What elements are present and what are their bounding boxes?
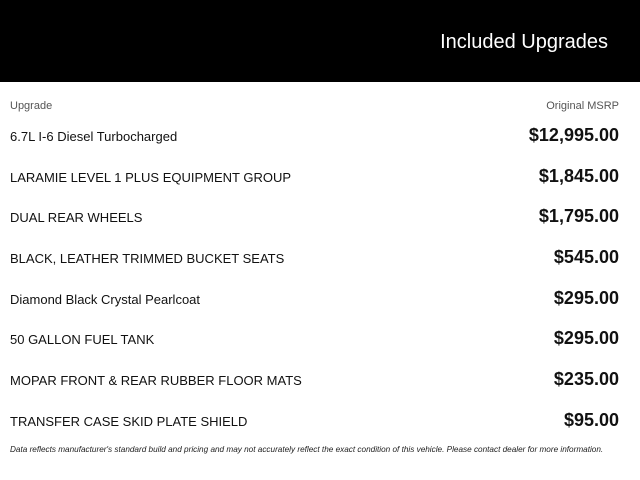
table-row (0, 359, 640, 400)
upgrade-name: TRANSFER CASE SKID PLATE SHIELD (10, 413, 248, 429)
upgrade-name: DUAL REAR WHEELS (10, 210, 143, 226)
column-header-msrp: Original MSRP (546, 100, 619, 112)
upgrade-name: MOPAR FRONT & REAR RUBBER FLOOR MATS (10, 373, 302, 389)
upgrade-price: $295.00 (553, 287, 619, 308)
upgrade-price: $295.00 (553, 328, 619, 349)
upgrade-price: $545.00 (553, 247, 619, 268)
table-row (0, 196, 640, 237)
upgrade-name: 6.7L I-6 Diesel Turbocharged (10, 129, 178, 144)
table-row (0, 278, 640, 319)
upgrade-price: $235.00 (553, 369, 619, 390)
page-title: Included Upgrades (440, 31, 608, 53)
upgrade-price: $95.00 (563, 409, 619, 430)
upgrade-name: BLACK, LEATHER TRIMMED BUCKET SEATS (10, 251, 285, 267)
upgrade-name: Diamond Black Crystal Pearlcoat (10, 291, 201, 307)
header-bar (0, 0, 640, 82)
table-row (0, 237, 640, 278)
upgrade-price: $1,845.00 (538, 165, 619, 186)
table-row (0, 400, 640, 441)
upgrade-name: LARAMIE LEVEL 1 PLUS EQUIPMENT GROUP (10, 169, 292, 185)
upgrades-list (0, 115, 640, 441)
upgrade-price: $12,995.00 (528, 125, 619, 145)
upgrade-price: $1,795.00 (538, 206, 619, 227)
table-row (0, 115, 640, 156)
column-header-upgrade: Upgrade (10, 100, 53, 112)
table-row (0, 156, 640, 197)
disclaimer-text: Data reflects manufacturer's standard build and pricing and may not accurately reflect the exact condition of this vehicle. Please contact dealer for more information. (10, 445, 604, 454)
upgrade-name: 50 GALLON FUEL TANK (10, 332, 155, 348)
table-row (0, 318, 640, 359)
